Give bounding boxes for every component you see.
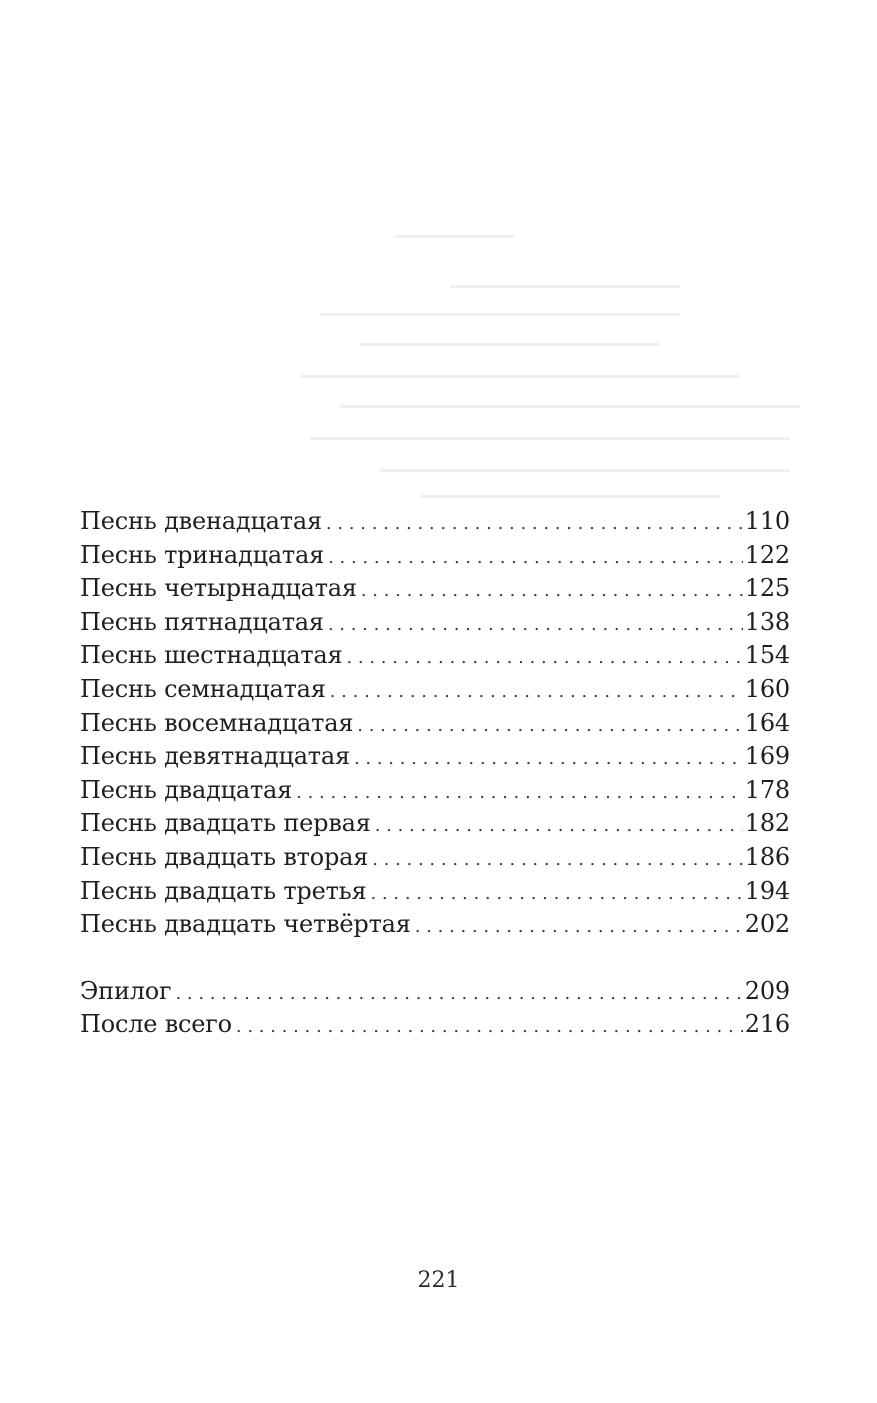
toc-entry-page: 202 bbox=[744, 910, 790, 939]
toc-entry-title: Песнь двадцать первая bbox=[80, 809, 371, 838]
dot-leader bbox=[361, 574, 743, 608]
dot-leader bbox=[326, 507, 743, 541]
toc-entry-page: 154 bbox=[744, 641, 790, 670]
toc-entry-page: 209 bbox=[744, 976, 790, 1005]
dot-leader bbox=[354, 742, 743, 776]
toc-entry bbox=[80, 841, 790, 875]
toc-entry bbox=[80, 1008, 790, 1042]
toc-entry bbox=[80, 572, 790, 606]
table-of-contents bbox=[80, 505, 790, 1042]
toc-entry-page: 194 bbox=[744, 876, 790, 905]
toc-entry-page: 125 bbox=[744, 574, 790, 603]
toc-entry-title: Песнь двадцатая bbox=[80, 775, 293, 804]
toc-entry bbox=[80, 740, 790, 774]
toc-entry-page: 169 bbox=[744, 742, 790, 771]
toc-entry bbox=[80, 639, 790, 673]
toc-entry bbox=[80, 975, 790, 1009]
toc-entry bbox=[80, 875, 790, 909]
toc-entry-title: Песнь восемнадцатая bbox=[80, 708, 354, 737]
toc-entry-page: 186 bbox=[744, 842, 790, 871]
dot-leader bbox=[370, 877, 742, 911]
toc-entry-title: Песнь двадцать третья bbox=[80, 876, 367, 905]
dot-leader bbox=[372, 843, 743, 877]
toc-entry bbox=[80, 505, 790, 539]
dot-leader bbox=[296, 776, 743, 810]
toc-entry bbox=[80, 539, 790, 573]
toc-entry-title: Песнь двенадцатая bbox=[80, 507, 322, 535]
section-spacer bbox=[80, 942, 790, 975]
toc-entry bbox=[80, 807, 790, 841]
toc-entry-title: Песнь тринадцатая bbox=[80, 540, 325, 569]
toc-entry-page: 216 bbox=[744, 1010, 790, 1039]
toc-entry-title: Песнь пятнадцатая bbox=[80, 607, 324, 636]
toc-entry-title: Песнь семнадцатая bbox=[80, 674, 326, 703]
toc-entry-page: 110 bbox=[744, 507, 790, 535]
dot-leader bbox=[328, 608, 743, 642]
dot-leader bbox=[415, 910, 743, 944]
toc-entry-page: 122 bbox=[744, 540, 790, 569]
dot-leader bbox=[236, 1010, 743, 1044]
toc-entry-title: Песнь девятнадцатая bbox=[80, 742, 350, 771]
toc-entry-page: 160 bbox=[744, 674, 790, 703]
toc-entry bbox=[80, 908, 790, 942]
toc-entry-page: 138 bbox=[744, 607, 790, 636]
toc-entry bbox=[80, 673, 790, 707]
toc-entry bbox=[80, 707, 790, 741]
toc-entry-page: 182 bbox=[744, 809, 790, 838]
toc-entry-title: Песнь шестнадцатая bbox=[80, 641, 343, 670]
dot-leader bbox=[346, 641, 742, 675]
toc-entry bbox=[80, 774, 790, 808]
toc-entry-title: Песнь двадцать четвёртая bbox=[80, 910, 411, 939]
dot-leader bbox=[330, 675, 743, 709]
reverse-side-show-through bbox=[300, 225, 800, 515]
toc-entry bbox=[80, 606, 790, 640]
toc-entry-page: 164 bbox=[744, 708, 790, 737]
toc-entry-title: Эпилог bbox=[80, 976, 172, 1005]
dot-leader bbox=[375, 809, 743, 843]
toc-entry-title: Песнь четырнадцатая bbox=[80, 574, 357, 603]
dot-leader bbox=[175, 977, 742, 1011]
dot-leader bbox=[328, 541, 743, 575]
toc-entry-page: 178 bbox=[744, 775, 790, 804]
toc-entry-title: После всего bbox=[80, 1010, 232, 1039]
toc-entry-title: Песнь двадцать вторая bbox=[80, 842, 369, 871]
page-number: 221 bbox=[417, 1268, 460, 1293]
dot-leader bbox=[357, 709, 742, 743]
